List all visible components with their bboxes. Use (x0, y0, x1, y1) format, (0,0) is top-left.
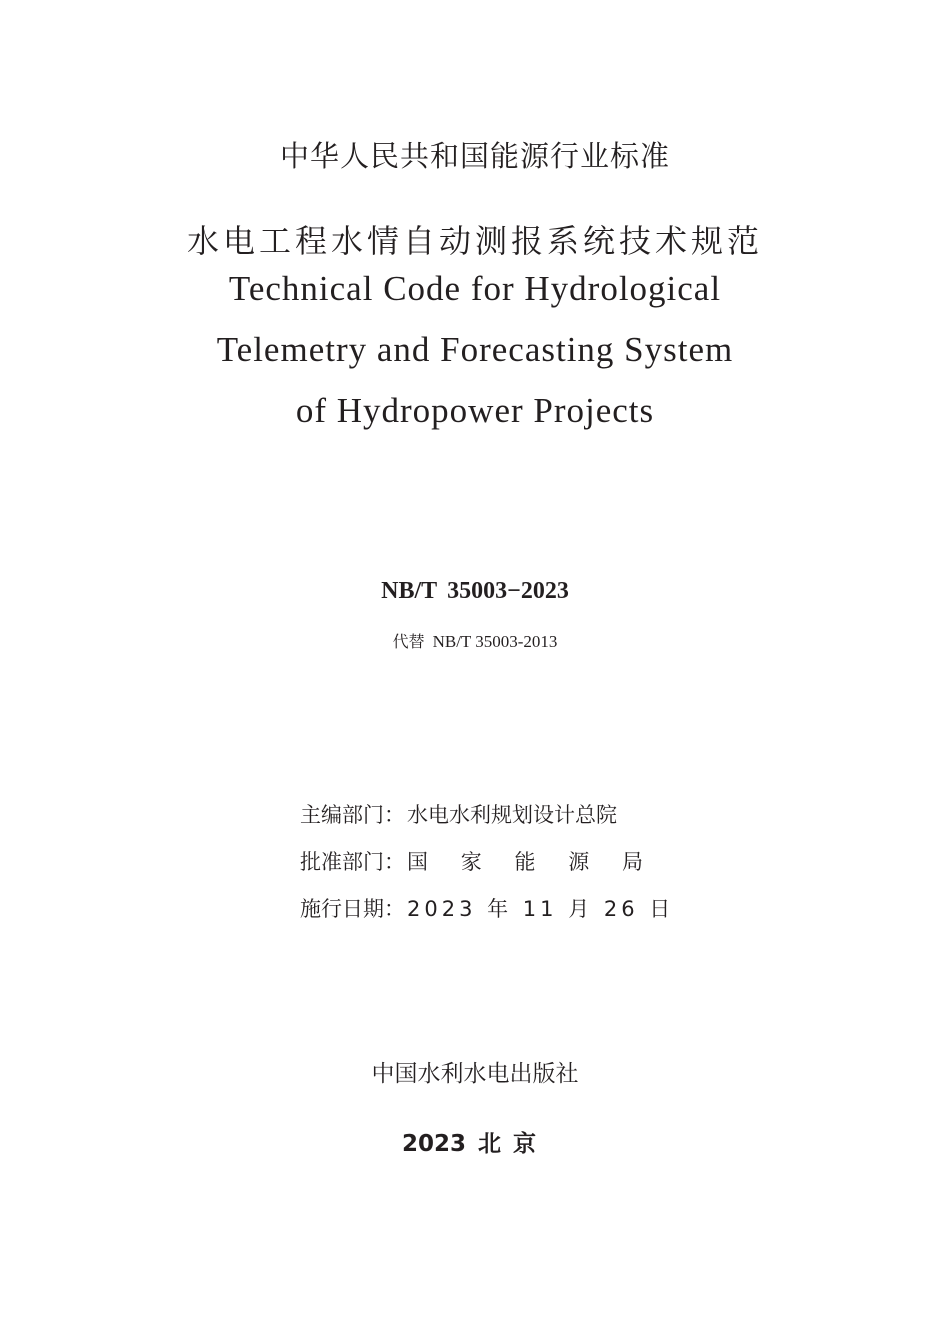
approver-department-row (300, 846, 643, 876)
publisher-name: 中国水利水电出版社 (371, 1061, 579, 1087)
approver-value (407, 846, 643, 876)
title-english-line-3: of Hydropower Projects (295, 391, 655, 430)
effective-date-row (300, 893, 674, 923)
approver-char: 家 (460, 850, 482, 874)
publication-city: 北京 (478, 1131, 548, 1157)
approver-char: 国 (407, 850, 428, 874)
standard-category: 中华人民共和国能源行业标准 (279, 139, 670, 173)
effective-label: 施行日期： (300, 897, 405, 921)
title-english-line-2: Telemetry and Forecasting System (216, 330, 734, 369)
standard-prefix: NB/T (381, 578, 438, 604)
effective-value: 2023 年 11 月 26 日 (407, 897, 675, 921)
replaces-line (0, 629, 950, 652)
editor-value: 水电水利规划设计总院 (407, 803, 617, 827)
approver-char: 源 (568, 850, 590, 874)
replaces-label: 代替 (392, 632, 425, 651)
title-chinese: 水电工程水情自动测报系统技术规范 (186, 222, 763, 260)
approver-char: 局 (622, 850, 643, 874)
editor-department-row (300, 799, 617, 829)
replaces-code: NB/T 35003-2013 (432, 632, 558, 651)
editor-label: 主编部门： (300, 803, 405, 827)
approver-char: 能 (514, 850, 536, 874)
publication-year: 2023 (401, 1131, 466, 1157)
standard-number (0, 578, 950, 605)
title-english-line-1: Technical Code for Hydrological (228, 269, 722, 308)
standard-code: 35003−2023 (447, 578, 569, 604)
publication-year-city (0, 1125, 950, 1158)
approver-label: 批准部门： (300, 850, 405, 874)
